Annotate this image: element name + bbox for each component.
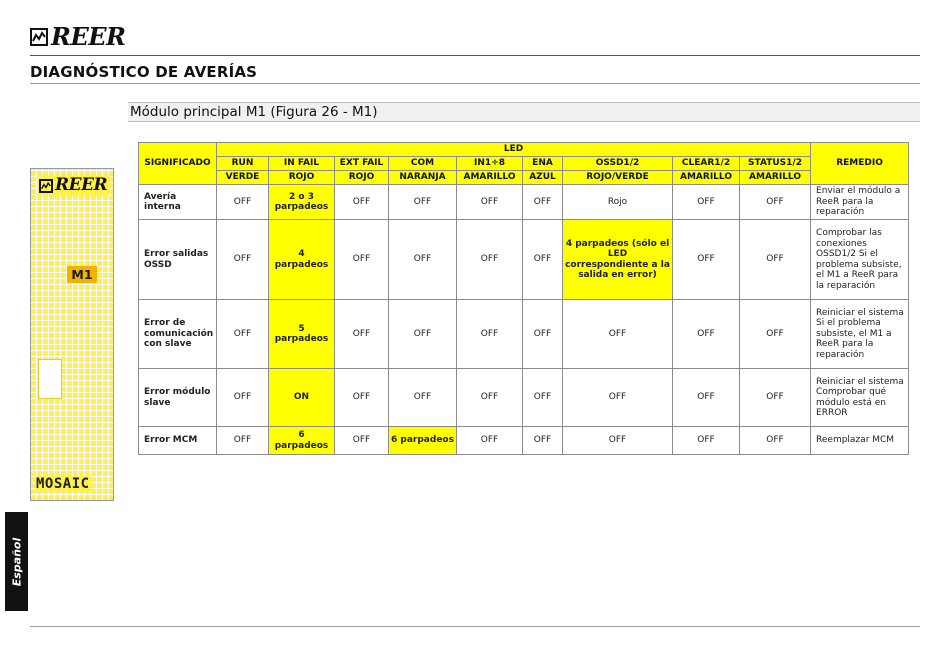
led-name-ossd: OSSD1/2 bbox=[563, 157, 673, 171]
significado-header: SIGNIFICADO bbox=[139, 143, 217, 185]
led-cell: OFF bbox=[389, 220, 457, 300]
led-cell: OFF bbox=[740, 369, 811, 427]
row-significado: Error MCM bbox=[139, 427, 217, 455]
subtitle-bar bbox=[128, 102, 920, 122]
row-significado: Error módulo slave bbox=[139, 369, 217, 427]
led-cell: OFF bbox=[563, 427, 673, 455]
led-name-in-fail: IN FAIL bbox=[269, 157, 335, 171]
row-remedio: Reemplazar MCM bbox=[811, 427, 909, 455]
led-cell: OFF bbox=[563, 300, 673, 369]
table-row bbox=[139, 427, 909, 455]
module-logo-text: REER bbox=[55, 175, 108, 195]
header-rule bbox=[30, 55, 920, 56]
led-cell: 4 parpadeos (sólo el LED correspondiente a la salida en error) bbox=[563, 220, 673, 300]
module-window bbox=[38, 359, 62, 399]
led-name-run: RUN bbox=[217, 157, 269, 171]
module-logo bbox=[37, 176, 109, 195]
led-cell: OFF bbox=[457, 220, 523, 300]
led-cell: OFF bbox=[523, 427, 563, 455]
led-cell: OFF bbox=[523, 220, 563, 300]
led-cell: OFF bbox=[673, 185, 740, 220]
diagnostic-table bbox=[138, 142, 909, 455]
led-cell: OFF bbox=[457, 427, 523, 455]
module-m1-image bbox=[30, 168, 114, 501]
led-name-com: COM bbox=[389, 157, 457, 171]
row-remedio: Reiniciar el sistema Comprobar qué módulo está en ERROR bbox=[811, 369, 909, 427]
led-cell: OFF bbox=[217, 369, 269, 427]
led-cell: Rojo bbox=[563, 185, 673, 220]
led-cell: OFF bbox=[389, 185, 457, 220]
led-cell: 5 parpadeos bbox=[269, 300, 335, 369]
row-remedio: Reiniciar el sistema Si el problema subsiste, el M1 a ReeR para la reparación bbox=[811, 300, 909, 369]
led-color-ext-fail: ROJO bbox=[335, 171, 389, 185]
led-cell: OFF bbox=[335, 220, 389, 300]
led-color-clear: AMARILLO bbox=[673, 171, 740, 185]
led-cell: 6 parpadeos bbox=[389, 427, 457, 455]
row-remedio: Comprobar las conexiones OSSD1/2 Si el problema subsiste, el M1 a ReeR para la reparación bbox=[811, 220, 909, 300]
table-row bbox=[139, 300, 909, 369]
table-row bbox=[139, 369, 909, 427]
row-remedio: Enviar el módulo a ReeR para la reparación bbox=[811, 185, 909, 220]
led-color-in-fail: ROJO bbox=[269, 171, 335, 185]
led-cell: OFF bbox=[457, 369, 523, 427]
led-name-clear: CLEAR1/2 bbox=[673, 157, 740, 171]
reer-logo bbox=[30, 24, 125, 50]
led-cell: OFF bbox=[740, 427, 811, 455]
module-id-label: M1 bbox=[67, 266, 97, 283]
led-name-in1-8: IN1÷8 bbox=[457, 157, 523, 171]
led-cell: 4 parpadeos bbox=[269, 220, 335, 300]
led-color-com: NARANJA bbox=[389, 171, 457, 185]
led-color-status: AMARILLO bbox=[740, 171, 811, 185]
led-cell: OFF bbox=[457, 185, 523, 220]
led-cell: OFF bbox=[563, 369, 673, 427]
led-cell: OFF bbox=[740, 300, 811, 369]
led-cell: OFF bbox=[217, 427, 269, 455]
led-cell: OFF bbox=[523, 300, 563, 369]
table-row bbox=[139, 185, 909, 220]
led-group-header: LED bbox=[217, 143, 811, 157]
led-color-ossd: ROJO/VERDE bbox=[563, 171, 673, 185]
subtitle: Módulo principal M1 (Figura 26 - M1) bbox=[130, 104, 378, 120]
led-cell: OFF bbox=[389, 369, 457, 427]
led-cell: OFF bbox=[389, 300, 457, 369]
row-significado: Error salidas OSSD bbox=[139, 220, 217, 300]
table-row bbox=[139, 220, 909, 300]
led-cell: 6 parpadeos bbox=[269, 427, 335, 455]
led-name-ena: ENA bbox=[523, 157, 563, 171]
led-cell: ON bbox=[269, 369, 335, 427]
led-cell: OFF bbox=[740, 185, 811, 220]
led-color-ena: AZUL bbox=[523, 171, 563, 185]
module-logo-icon bbox=[39, 179, 53, 193]
led-cell: OFF bbox=[673, 220, 740, 300]
led-cell: OFF bbox=[335, 369, 389, 427]
led-cell: OFF bbox=[523, 185, 563, 220]
language-tab bbox=[5, 512, 28, 611]
language-label: Español bbox=[10, 537, 23, 586]
led-name-status: STATUS1/2 bbox=[740, 157, 811, 171]
row-significado: Error de comunicación con slave bbox=[139, 300, 217, 369]
led-cell: OFF bbox=[217, 185, 269, 220]
led-cell: OFF bbox=[217, 300, 269, 369]
led-color-run: VERDE bbox=[217, 171, 269, 185]
led-cell: OFF bbox=[673, 427, 740, 455]
led-cell: OFF bbox=[457, 300, 523, 369]
led-color-in1-8: AMARILLO bbox=[457, 171, 523, 185]
led-name-ext-fail: EXT FAIL bbox=[335, 157, 389, 171]
section-rule bbox=[30, 83, 920, 84]
led-cell: OFF bbox=[523, 369, 563, 427]
reer-logo-icon bbox=[30, 28, 48, 46]
led-cell: OFF bbox=[740, 220, 811, 300]
led-cell: OFF bbox=[335, 300, 389, 369]
led-cell: OFF bbox=[673, 300, 740, 369]
led-cell: OFF bbox=[673, 369, 740, 427]
led-cell: OFF bbox=[217, 220, 269, 300]
led-cell: OFF bbox=[335, 427, 389, 455]
led-cell: OFF bbox=[335, 185, 389, 220]
reer-logo-text: REER bbox=[51, 22, 126, 51]
mosaic-logo: MOSAIC bbox=[36, 476, 90, 492]
section-title: DIAGNÓSTICO DE AVERÍAS bbox=[30, 63, 258, 81]
remedio-header: REMEDIO bbox=[811, 143, 909, 185]
footer-rule bbox=[30, 626, 920, 627]
row-significado: Avería interna bbox=[139, 185, 217, 220]
led-cell: 2 o 3 parpadeos bbox=[269, 185, 335, 220]
